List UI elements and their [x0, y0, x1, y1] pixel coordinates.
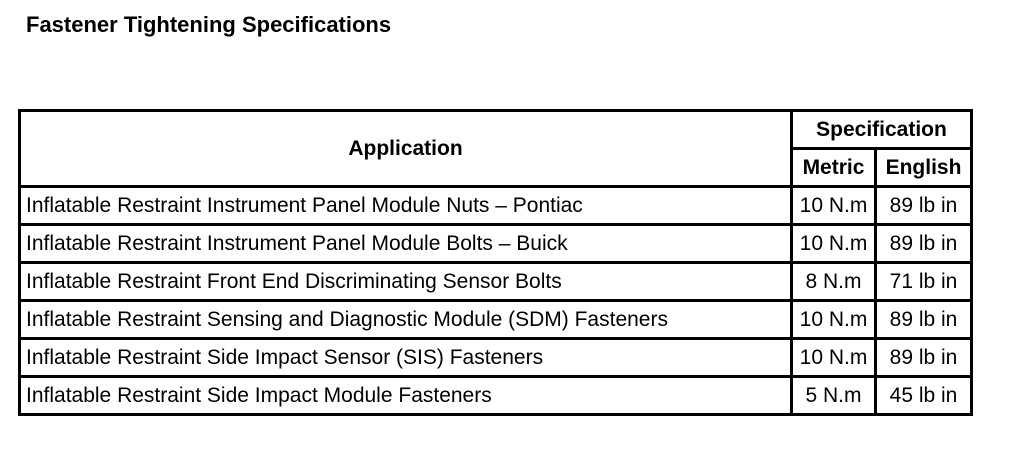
application-cell: Inflatable Restraint Side Impact Module Fasteners	[20, 377, 792, 415]
page-title: Fastener Tightening Specifications	[26, 12, 392, 37]
english-cell: 89 lb in	[876, 339, 972, 377]
table-row	[20, 225, 972, 263]
english-cell: 89 lb in	[876, 301, 972, 339]
metric-header: Metric	[792, 149, 876, 187]
table-row	[20, 263, 972, 301]
english-cell: 71 lb in	[876, 263, 972, 301]
english-cell: 45 lb in	[876, 377, 972, 415]
application-cell: Inflatable Restraint Instrument Panel Module Bolts – Buick	[20, 225, 792, 263]
metric-cell: 10 N.m	[792, 301, 876, 339]
metric-cell: 10 N.m	[792, 339, 876, 377]
table-row	[20, 339, 972, 377]
metric-cell: 5 N.m	[792, 377, 876, 415]
english-cell: 89 lb in	[876, 187, 972, 225]
specification-header: Specification	[792, 111, 972, 149]
metric-cell: 10 N.m	[792, 187, 876, 225]
metric-cell: 10 N.m	[792, 225, 876, 263]
table-row	[20, 377, 972, 415]
application-cell: Inflatable Restraint Sensing and Diagnostic Module (SDM) Fasteners	[20, 301, 792, 339]
table-row	[20, 187, 972, 225]
application-cell: Inflatable Restraint Side Impact Sensor (SIS) Fasteners	[20, 339, 792, 377]
specifications-table	[18, 109, 973, 416]
english-cell: 89 lb in	[876, 225, 972, 263]
english-header: English	[876, 149, 972, 187]
table-row	[20, 301, 972, 339]
application-cell: Inflatable Restraint Front End Discriminating Sensor Bolts	[20, 263, 792, 301]
application-header: Application	[20, 111, 792, 187]
application-cell: Inflatable Restraint Instrument Panel Module Nuts – Pontiac	[20, 187, 792, 225]
metric-cell: 8 N.m	[792, 263, 876, 301]
